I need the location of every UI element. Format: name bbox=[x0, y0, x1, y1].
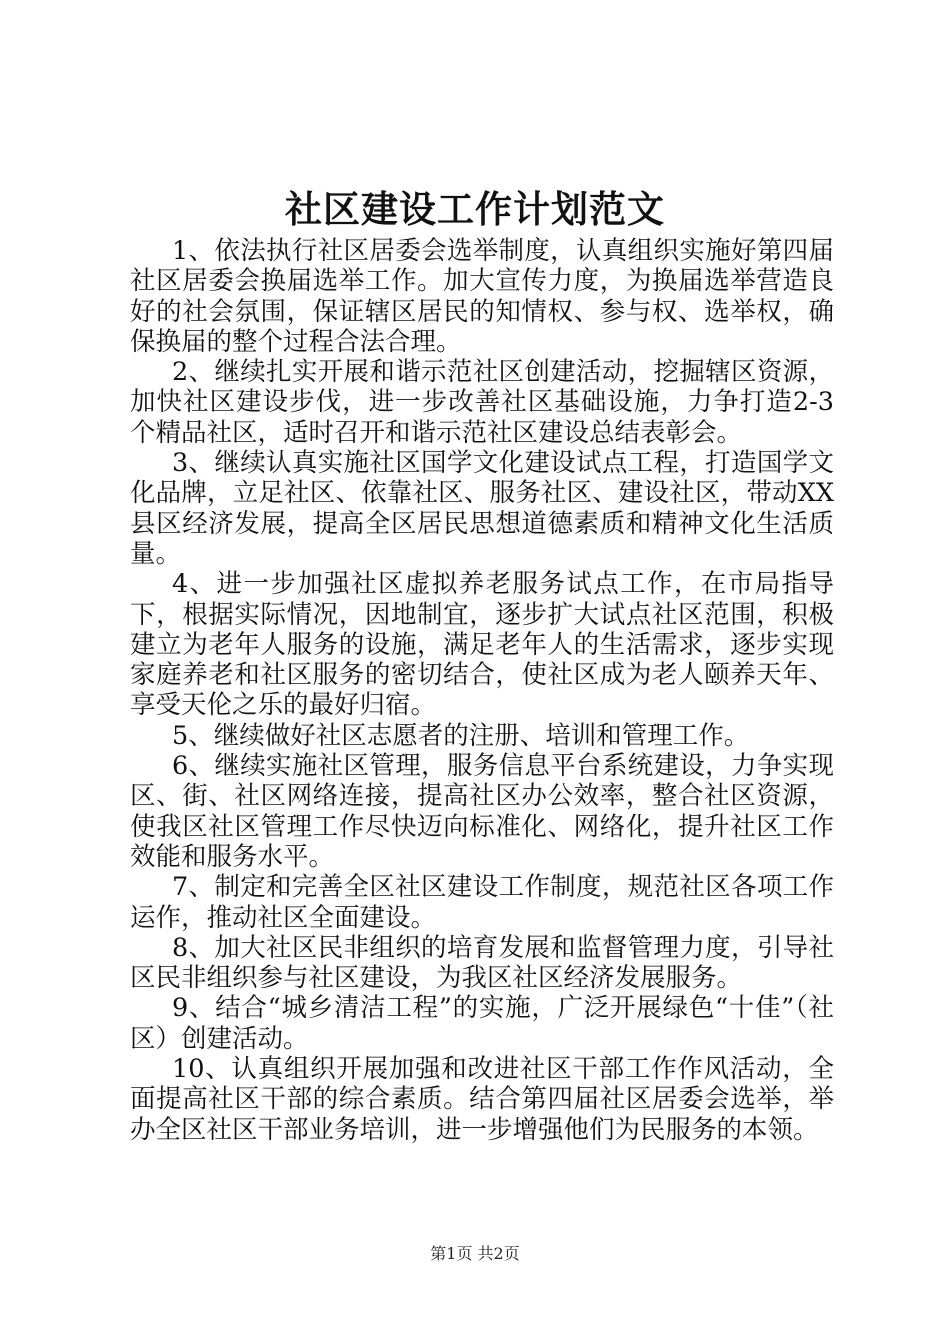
paragraph-9: 9、结合“城乡清洁工程”的实施，广泛开展绿色“十佳”（社区）创建活动。 bbox=[130, 993, 834, 1054]
paragraph-6: 6、继续实施社区管理，服务信息平台系统建设，力争实现区、街、社区网络连接，提高社区办公效率，整合社区资源，使我区社区管理工作尽快迈向标准化、网络化，提升社区工作效能和服务水平。 bbox=[130, 751, 834, 872]
paragraph-2: 2、继续扎实开展和谐示范社区创建活动，挖掘辖区资源，加快社区建设步伐，进一步改善社区基础设施，力争打造2-3个精品社区，适时召开和谐示范社区建设总结表彰会。 bbox=[130, 357, 834, 448]
page-number-footer: 第1页 共2页 bbox=[430, 1244, 520, 1263]
paragraph-4: 4、进一步加强社区虚拟养老服务试点工作，在市局指导下，根据实际情况，因地制宜，逐步扩大试点社区范围，积极建立为老年人服务的设施，满足老年人的生活需求，逐步实现家庭养老和社区服务的密切结合，使社区成为老人颐养天年、享受天伦之乐的最好归宿。 bbox=[130, 569, 834, 721]
paragraph-3: 3、继续认真实施社区国学文化建设试点工程，打造国学文化品牌，立足社区、依靠社区、服务社区、建设社区，带动XX县区经济发展，提高全区居民思想道德素质和精神文化生活质量。 bbox=[130, 448, 834, 569]
paragraph-8: 8、加大社区民非组织的培育发展和监督管理力度，引导社区民非组织参与社区建设，为我区社区经济发展服务。 bbox=[130, 932, 834, 994]
document-title: 社区建设工作计划范文 bbox=[285, 187, 665, 231]
document-body bbox=[130, 236, 834, 1145]
paragraph-10: 10、认真组织开展加强和改进社区干部工作作风活动，全面提高社区干部的综合素质。结合第四届社区居委会选举，举办全区社区干部业务培训，进一步增强他们为民服务的本领。 bbox=[130, 1054, 834, 1145]
paragraph-1: 1、依法执行社区居委会选举制度，认真组织实施好第四届社区居委会换届选举工作。加大宣传力度，为换届选举营造良好的社会氛围，保证辖区居民的知情权、参与权、选举权，确保换届的整个过程合法合理。 bbox=[130, 236, 834, 357]
paragraph-5: 5、继续做好社区志愿者的注册、培训和管理工作。 bbox=[172, 720, 750, 751]
paragraph-7: 7、制定和完善全区社区建设工作制度，规范社区各项工作运作，推动社区全面建设。 bbox=[130, 872, 834, 933]
